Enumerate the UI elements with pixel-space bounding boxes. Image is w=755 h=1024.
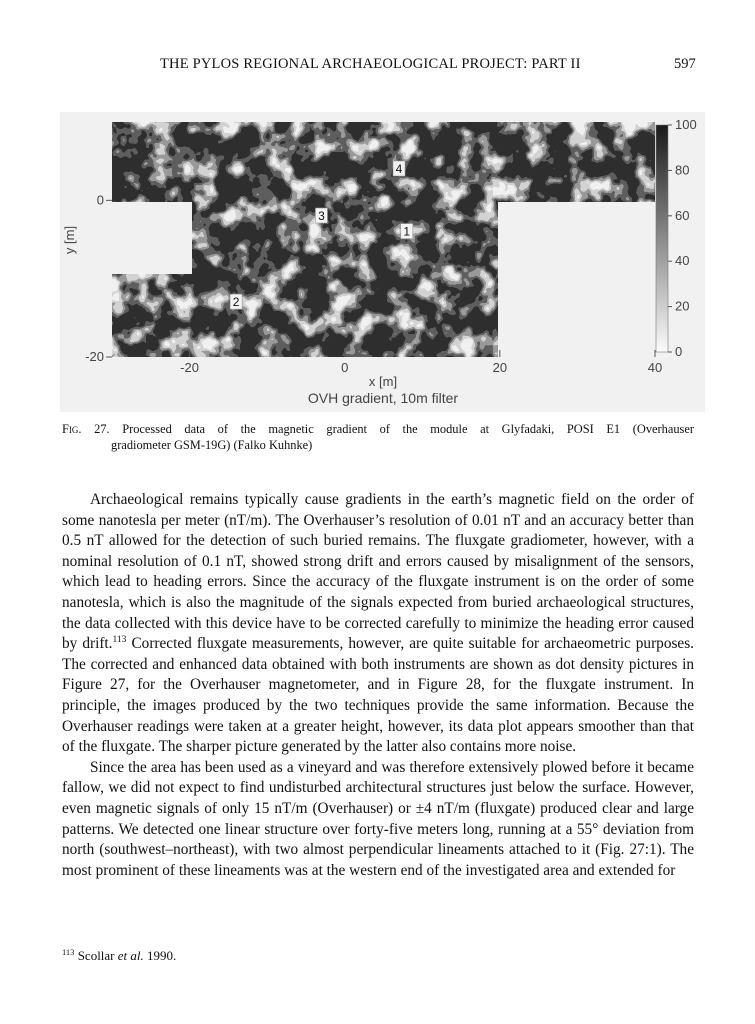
caption-label: Fig. 27. [62, 422, 110, 436]
x-tick-label: 20 [492, 360, 508, 375]
annotation-marker-2 [230, 294, 242, 309]
caption-line-2: gradiometer GSM-19G) (Falko Kuhnke) [111, 438, 313, 452]
figure-title: OVH gradient, 10m filter [307, 390, 459, 406]
heatmap-clip-group [112, 122, 655, 357]
colorbar-tick-label: 20 [675, 298, 690, 314]
footnote-113 [62, 948, 176, 964]
footnote-number: 113 [62, 947, 75, 957]
x-tick-label: 0 [341, 360, 349, 375]
paragraph-1 [62, 490, 694, 758]
annotation-label: 2 [232, 295, 240, 310]
footnote-author: Scollar [77, 948, 115, 963]
running-head-title: THE PYLOS REGIONAL ARCHAEOLOGICAL PROJECT: PART II [160, 56, 581, 72]
magnetic-gradient-map [60, 112, 705, 412]
paragraph-1-text-a: Archaeological remains typically cause gradients in the earth’s magnetic field on the order of some nanotesla per meter (nT/m). The Overhauser’s resolution of 0.01 nT and an accuracy better than 0.5 nT allowed for the detection of such buried remains. The fluxgate gradiometer, however, with a nominal resolution of 0.1 nT, showed strong drift and errors caused by misalignment of the sensors, which lead to heading errors. Since the accuracy of the fluxgate instrument is on the order of some nanotesla, which is also the magnitude of the signals expected from buried archaeological structures, the data collected with this device have to be corrected carefully to minimize the heading error caused by drift. [62, 491, 694, 653]
annotation-label: 3 [318, 209, 325, 223]
annotation-label: 4 [395, 162, 403, 176]
annotation-marker-4 [393, 161, 405, 176]
colorbar-tick-label: 40 [675, 253, 690, 269]
paragraph-2: Since the area has been used as a vineyard and was therefore extensively plowed before it became fallow, we did not expect to find undisturbed architectural structures just below the surface. However, even magnetic signals of only 15 nT/m (Overhauser) or ±4 nT/m (fluxgate) produced clear and large patterns. We detected one linear structure over forty-five meters long, running at a 55° deviation from north (southwest–northeast), with two almost perpendicular lineaments attached to it (Fig. 27:1). The most prominent of these lineaments was at the western end of the investigated area and extended for [62, 758, 694, 879]
footnote-year: 1990. [143, 948, 177, 963]
footnote-etal: et al. [117, 948, 144, 963]
y-axis-label: y [m] [62, 225, 77, 255]
y-tick-label: 0 [96, 192, 104, 208]
colorbar [656, 117, 697, 359]
annotation-marker-3 [315, 208, 327, 223]
heatmap-texture [112, 122, 655, 357]
x-tick-label: 40 [647, 360, 663, 375]
footnote-ref-113[interactable]: 113 [112, 635, 127, 646]
colorbar-gradient [656, 125, 668, 352]
colorbar-tick-label: 100 [675, 117, 697, 132]
colorbar-tick-label: 60 [675, 207, 690, 223]
x-axis-label: x [m] [368, 374, 398, 389]
body-text [62, 490, 694, 881]
colorbar-tick-label: 0 [675, 344, 683, 359]
figure-27 [60, 112, 705, 412]
caption-line-1 [62, 421, 694, 437]
page-number: 597 [674, 56, 696, 72]
colorbar-tick-label: 80 [675, 162, 690, 178]
y-tick-label: -20 [85, 349, 104, 364]
running-head [0, 56, 755, 76]
paragraph-1-text-b: Corrected fluxgate measurements, however, are quite suitable for archaeometric purposes. The corrected and enhanced data obtained with both instruments are shown as dot density pictures in Figure 27, for the Overhauser magnetometer, and in Figure 28, for the fluxgate instrument. In principle, the images produced by the two techniques provide the same information. Because the Overhauser readings were taken at a greater height, however, its data plot appears smoother than that of the fluxgate. The sharper picture generated by the latter also contains more noise. [62, 635, 694, 756]
annotation-label: 1 [403, 224, 411, 239]
annotation-marker-1 [401, 224, 413, 239]
figure-caption [62, 421, 694, 453]
caption-text-1: Processed data of the magnetic gradient of the module at Glyfadaki, POSI E1 (Overhauser [122, 422, 694, 436]
heatmap-area [112, 122, 655, 357]
x-tick-label: -20 [180, 360, 199, 375]
